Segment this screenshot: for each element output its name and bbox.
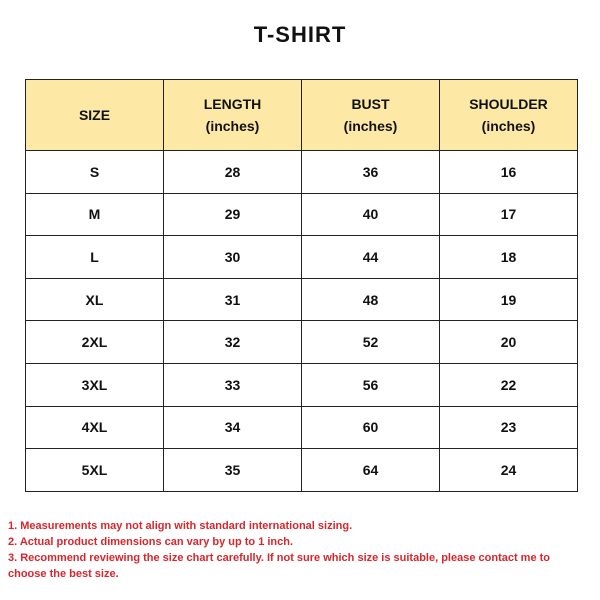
cell-bust: 44 — [302, 236, 440, 279]
table-header-row — [26, 80, 578, 151]
cell-length: 29 — [164, 193, 302, 236]
header-length-unit: (inches) — [205, 118, 260, 134]
cell-length: 28 — [164, 151, 302, 194]
note-3: 3. Recommend reviewing the size chart carefully. If not sure which size is suitable, please contact me to choose the best size. — [8, 552, 551, 580]
table-row — [26, 449, 578, 492]
cell-shoulder: 19 — [440, 278, 578, 321]
cell-size: 4XL — [26, 406, 164, 449]
header-bust — [302, 80, 440, 151]
note-1: 1. Measurements may not align with standard international sizing. — [8, 520, 353, 532]
table-row — [26, 278, 578, 321]
header-bust-label: BUST — [351, 96, 390, 112]
cell-bust: 64 — [302, 449, 440, 492]
table-row — [26, 406, 578, 449]
cell-bust: 52 — [302, 321, 440, 364]
cell-shoulder: 23 — [440, 406, 578, 449]
cell-shoulder: 22 — [440, 363, 578, 406]
cell-bust: 56 — [302, 363, 440, 406]
cell-shoulder: 17 — [440, 193, 578, 236]
cell-length: 32 — [164, 321, 302, 364]
cell-shoulder: 16 — [440, 151, 578, 194]
cell-shoulder: 20 — [440, 321, 578, 364]
size-chart-table — [25, 79, 578, 492]
note-2: 2. Actual product dimensions can vary by up to 1 inch. — [8, 536, 294, 548]
table-row — [26, 236, 578, 279]
cell-bust: 40 — [302, 193, 440, 236]
header-length-label: LENGTH — [203, 96, 262, 112]
table-row — [26, 321, 578, 364]
notes-section — [8, 518, 588, 582]
page-title: T-SHIRT — [253, 22, 347, 47]
cell-size: XL — [26, 278, 164, 321]
cell-size: M — [26, 193, 164, 236]
cell-length: 30 — [164, 236, 302, 279]
header-shoulder — [440, 80, 578, 151]
cell-size: 5XL — [26, 449, 164, 492]
cell-shoulder: 18 — [440, 236, 578, 279]
cell-bust: 48 — [302, 278, 440, 321]
cell-size: 3XL — [26, 363, 164, 406]
table-row — [26, 151, 578, 194]
cell-size: S — [26, 151, 164, 194]
cell-length: 33 — [164, 363, 302, 406]
header-bust-unit: (inches) — [343, 118, 398, 134]
cell-shoulder: 24 — [440, 449, 578, 492]
table-row — [26, 363, 578, 406]
cell-bust: 60 — [302, 406, 440, 449]
cell-length: 34 — [164, 406, 302, 449]
table-row — [26, 193, 578, 236]
header-size — [26, 80, 164, 151]
cell-size: L — [26, 236, 164, 279]
header-shoulder-unit: (inches) — [481, 118, 536, 134]
cell-length: 35 — [164, 449, 302, 492]
header-length — [164, 80, 302, 151]
cell-bust: 36 — [302, 151, 440, 194]
header-size-label: SIZE — [78, 107, 111, 123]
cell-size: 2XL — [26, 321, 164, 364]
header-shoulder-label: SHOULDER — [469, 96, 548, 112]
cell-length: 31 — [164, 278, 302, 321]
